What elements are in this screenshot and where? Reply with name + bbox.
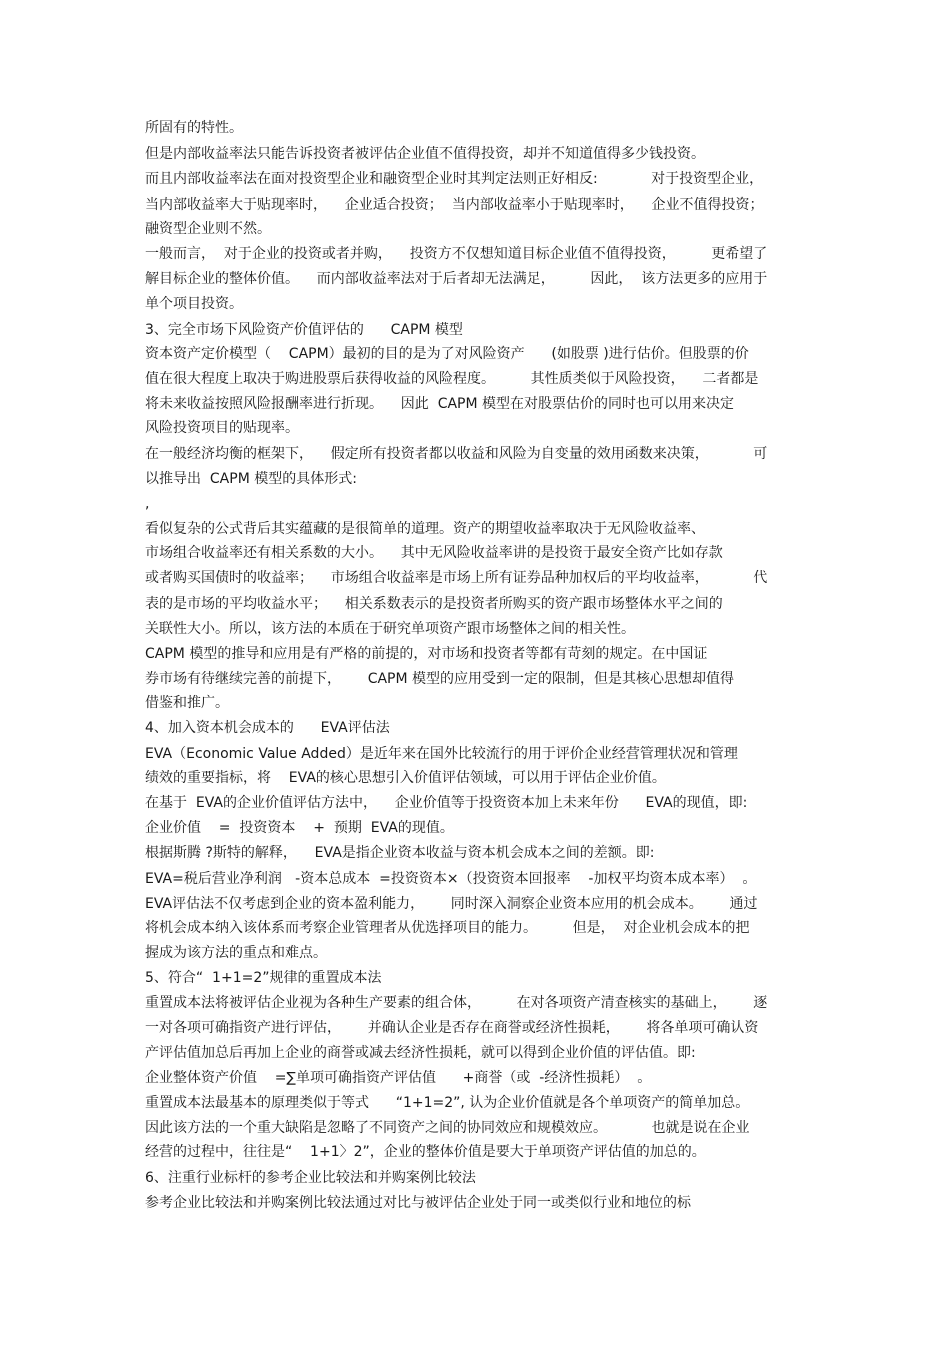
text-line: EVA评估法不仅考虑到企业的资本盈利能力， 同时深入洞察企业资本应用的机会成本。 通过 [145,896,758,912]
text-line: 表的是市场的平均收益水平； 相关系数表示的是投资者所购买的资产跟市场整体水平之间的 [145,596,723,612]
text-line: 值在很大程度上取决于购进股票后获得收益的风险程度。 其性质类似于风险投资， 二者都是 [145,371,759,387]
text-line: 重置成本法最基本的原理类似于等式 “1+1=2”, 认为企业价值就是各个单项资产的简单加总。 [145,1095,750,1111]
section-heading: 4、加入资本机会成本的 EVA评估法 [145,720,390,736]
text-line: 经营的过程中，往往是“ 1+1〉2”，企业的整体价值是要大于单项资产评估值的加总的。 [145,1144,706,1160]
text-line: 将未来收益按照风险报酬率进行折现。 因此 CAPM 模型在对股票估价的同时也可以用来决定 [145,396,735,412]
text-line: 关联性大小。所以，该方法的本质在于研究单项资产跟市场整体之间的相关性。 [145,621,635,637]
text-line: 资本资产定价模型（ CAPM）最初的目的是为了对风险资产 (如股票 )进行估价。但股票的价 [145,346,749,362]
section-heading: 5、符合“ 1+1=2”规律的重置成本法 [145,970,382,986]
text-line: 或者购买国债时的收益率； 市场组合收益率是市场上所有证券品种加权后的平均收益率， 代 [145,570,768,586]
formula-line: 企业价值 = 投资资本 + 预期 EVA的现值。 [145,820,454,836]
formula-line: 企业整体资产价值 =∑单项可确指资产评估值 +商誉（或 -经济性损耗） 。 [145,1070,652,1086]
text-line: 绩效的重要指标，将 EVA的核心思想引入价值评估领域，可以用于评估企业价值。 [145,770,666,786]
text-line: EVA（Economic Value Added）是近年来在国外比较流行的用于评价企业经营管理状况和管理 [145,746,738,762]
text-line: 参考企业比较法和并购案例比较法通过对比与被评估企业处于同一或类似行业和地位的标 [145,1195,691,1211]
text-line: 单个项目投资。 [145,296,243,312]
formula-placeholder: , [145,496,150,512]
text-line: CAPM 模型的推导和应用是有严格的前提的，对市场和投资者等都有苛刻的规定。在中国证 [145,646,708,662]
text-line: 券市场有待继续完善的前提下， CAPM 模型的应用受到一定的限制，但是其核心思想却值得 [145,671,735,687]
text-line: 重置成本法将被评估企业视为各种生产要素的组合体， 在对各项资产清查核实的基础上， 逐 [145,995,768,1011]
text-line: 一般而言， 对于企业的投资或者并购， 投资方不仅想知道目标企业值不值得投资， 更希望了 [145,246,768,262]
text-line: 握成为该方法的重点和难点。 [145,945,327,961]
section-heading: 3、完全市场下风险资产价值评估的 CAPM 模型 [145,322,463,338]
text-line: 在一般经济均衡的框架下， 假定所有投资者都以收益和风险为自变量的效用函数来决策， 可 [145,446,768,462]
text-line: 融资型企业则不然。 [145,221,271,237]
text-line: 风险投资项目的贴现率。 [145,420,299,436]
text-line: 借鉴和推广。 [145,695,229,711]
text-line: 因此该方法的一个重大缺陷是忽略了不同资产之间的协同效应和规模效应。 也就是说在企业 [145,1120,750,1136]
text-line: 当内部收益率大于贴现率时， 企业适合投资； 当内部收益率小于贴现率时， 企业不值得投资； [145,197,764,213]
text-line: 但是内部收益率法只能告诉投资者被评估企业值不值得投资，却并不知道值得多少钱投资。 [145,146,705,162]
text-line: 解目标企业的整体价值。 而内部收益率法对于后者却无法满足， 因此， 该方法更多的应用于 [145,271,768,287]
text-line: 将机会成本纳入该体系而考察企业管理者从优选择项目的能力。 但是， 对企业机会成本的把 [145,920,750,936]
formula-line: EVA=税后营业净利润 -资本总成本 =投资资本×（投资资本回报率 -加权平均资本成本率） 。 [145,871,757,887]
section-heading: 6、注重行业标杆的参考企业比较法和并购案例比较法 [145,1170,476,1186]
text-line: 看似复杂的公式背后其实蕴藏的是很简单的道理。资产的期望收益率取决于无风险收益率、 [145,521,705,537]
text-line: 所固有的特性。 [145,120,243,136]
text-line: 在基于 EVA的企业价值评估方法中， 企业价值等于投资资本加上未来年份 EVA的现值，即: [145,795,748,811]
text-line: 一对各项可确指资产进行评估， 并确认企业是否存在商誉或经济性损耗， 将各单项可确认资 [145,1020,759,1036]
text-line: 产评估值加总后再加上企业的商誉或减去经济性损耗，就可以得到企业价值的评估值。即: [145,1045,696,1061]
text-line: 根据斯腾 ?斯特的解释， EVA是指企业资本收益与资本机会成本之间的差额。即: [145,845,655,861]
text-line: 市场组合收益率还有相关系数的大小。 其中无风险收益率讲的是投资于最安全资产比如存款 [145,545,723,561]
text-line: 以推导出 CAPM 模型的具体形式: [145,471,357,487]
text-line: 而且内部收益率法在面对投资型企业和融资型企业时其判定法则正好相反: 对于投资型企业， [145,171,764,187]
